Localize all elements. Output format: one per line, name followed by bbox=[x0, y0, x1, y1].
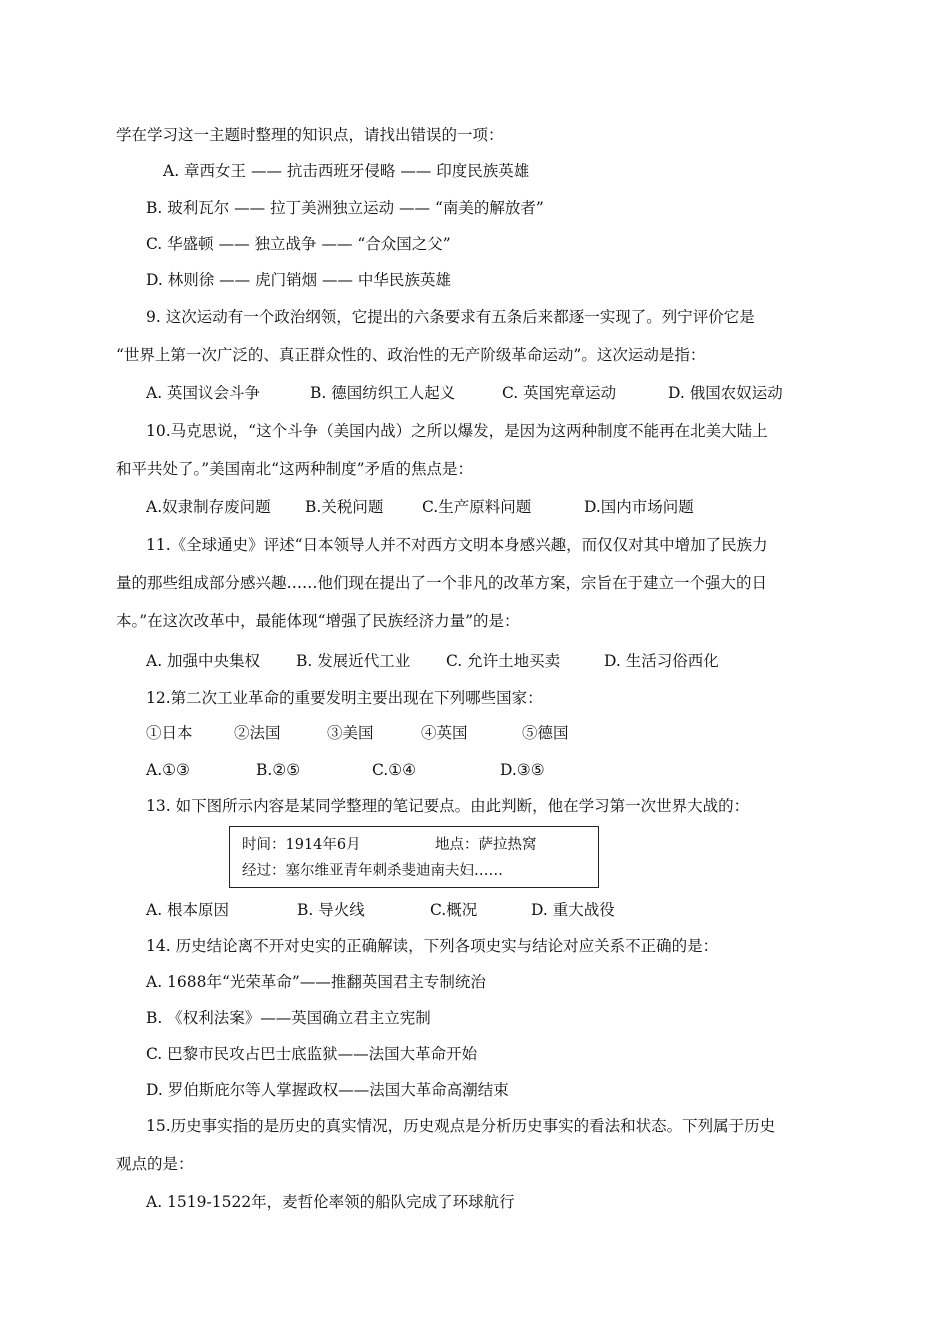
q11-option-d: D. 生活习俗西化 bbox=[604, 652, 719, 670]
q14-option-d: D. 罗伯斯庇尔等人掌握政权——法国大革命高潮结束 bbox=[146, 1081, 509, 1099]
q11-option-c: C. 允许土地买卖 bbox=[446, 652, 561, 670]
q14-stem: 14. 历史结论离不开对史实的正确解读，下列各项史实与结论对应关系不正确的是： bbox=[146, 937, 719, 955]
q9-option-c: C. 英国宪章运动 bbox=[502, 384, 617, 402]
q11-option-a: A. 加强中央集权 bbox=[146, 652, 261, 670]
q14-option-a: A. 1688年“光荣革命”——推翻英国君主专制统治 bbox=[146, 973, 486, 991]
q11-stem-line2: 量的那些组成部分感兴趣……他们现在提出了一个非凡的改革方案，宗旨在于建立一个强大的日 bbox=[116, 574, 768, 592]
q9-option-a: A. 英国议会斗争 bbox=[146, 384, 261, 402]
q10-stem-line1: 10.马克思说，“这个斗争（美国内战）之所以爆发，是因为这两种制度不能再在北美大陆上 bbox=[146, 422, 768, 440]
q9-stem-line2: “世界上第一次广泛的、真正群众性的、政治性的无产阶级革命运动”。这次运动是指： bbox=[116, 346, 706, 364]
q13-stem: 13. 如下图所示内容是某同学整理的笔记要点。由此判断，他在学习第一次世界大战的： bbox=[146, 797, 750, 815]
q13-options bbox=[146, 900, 615, 920]
q10-option-d: D.国内市场问题 bbox=[584, 498, 694, 516]
q9-option-d: D. 俄国农奴运动 bbox=[668, 384, 783, 402]
q11-stem-line1: 11.《全球通史》评述“日本领导人并不对西方文明本身感兴趣，而仅仅对其中增加了民族力 bbox=[146, 536, 768, 554]
q9-stem-line1: 9. 这次运动有一个政治纲领，它提出的六条要求有五条后来都逐一实现了。列宁评价它是 bbox=[146, 308, 755, 326]
q8-option-c: C. 华盛顿 —— 独立战争 —— “合众国之父” bbox=[146, 235, 451, 253]
q14-option-c: C. 巴黎市民攻占巴士底监狱——法国大革命开始 bbox=[146, 1045, 478, 1063]
q13-option-c: C.概况 bbox=[430, 901, 478, 919]
q12-item-2: ②法国 bbox=[234, 724, 281, 742]
q15-stem-line2: 观点的是： bbox=[116, 1155, 194, 1173]
q10-option-a: A.奴隶制存废问题 bbox=[146, 498, 271, 516]
q12-stem: 12.第二次工业革命的重要发明主要出现在下列哪些国家： bbox=[146, 689, 543, 707]
q13-option-d: D. 重大战役 bbox=[531, 901, 615, 919]
q12-options bbox=[146, 760, 545, 780]
q12-option-a: A.①③ bbox=[146, 761, 190, 779]
q11-options bbox=[146, 651, 719, 671]
q15-stem-line1: 15.历史事实指的是历史的真实情况，历史观点是分析历史事实的看法和状态。下列属于历史 bbox=[146, 1117, 776, 1135]
note-box bbox=[229, 826, 599, 888]
q13-option-b: B. 导火线 bbox=[297, 901, 365, 919]
note-time: 时间：1914年6月 bbox=[242, 837, 361, 853]
q10-stem-line2: 和平共处了。”美国南北“这两种制度”矛盾的焦点是： bbox=[116, 460, 474, 478]
note-place: 地点：萨拉热窝 bbox=[435, 837, 537, 853]
q8-option-b: B. 玻利瓦尔 —— 拉丁美洲独立运动 —— “南美的解放者” bbox=[146, 199, 544, 217]
note-event: 经过：塞尔维亚青年刺杀斐迪南夫妇…… bbox=[242, 863, 503, 879]
q11-option-b: B. 发展近代工业 bbox=[296, 652, 411, 670]
q12-option-d: D.③⑤ bbox=[500, 761, 545, 779]
q10-option-b: B.关税问题 bbox=[305, 498, 384, 516]
q13-option-a: A. 根本原因 bbox=[146, 901, 230, 919]
q12-item-3: ③美国 bbox=[327, 724, 374, 742]
q12-item-1: ①日本 bbox=[146, 724, 193, 742]
q8-stem-tail: 学在学习这一主题时整理的知识点，请找出错误的一项： bbox=[116, 126, 504, 144]
q12-option-b: B.②⑤ bbox=[256, 761, 301, 779]
q12-country-list bbox=[146, 723, 569, 743]
q12-item-5: ⑤德国 bbox=[522, 724, 569, 742]
q8-option-a: A. 章西女王 —— 抗击西班牙侵略 —— 印度民族英雄 bbox=[163, 162, 530, 180]
q9-option-b: B. 德国纺织工人起义 bbox=[310, 384, 456, 402]
q15-option-a: A. 1519-1522年，麦哲伦率领的船队完成了环球航行 bbox=[146, 1193, 515, 1211]
q10-options bbox=[146, 497, 694, 517]
q9-options bbox=[146, 383, 783, 403]
q12-item-4: ④英国 bbox=[421, 724, 468, 742]
q12-option-c: C.①④ bbox=[372, 761, 417, 779]
q10-option-c: C.生产原料问题 bbox=[422, 498, 532, 516]
q11-stem-line3: 本。”在这次改革中，最能体现“增强了民族经济力量”的是： bbox=[116, 612, 520, 630]
q14-option-b: B. 《权利法案》——英国确立君主立宪制 bbox=[146, 1009, 431, 1027]
q8-option-d: D. 林则徐 —— 虎门销烟 —— 中华民族英雄 bbox=[146, 271, 451, 289]
